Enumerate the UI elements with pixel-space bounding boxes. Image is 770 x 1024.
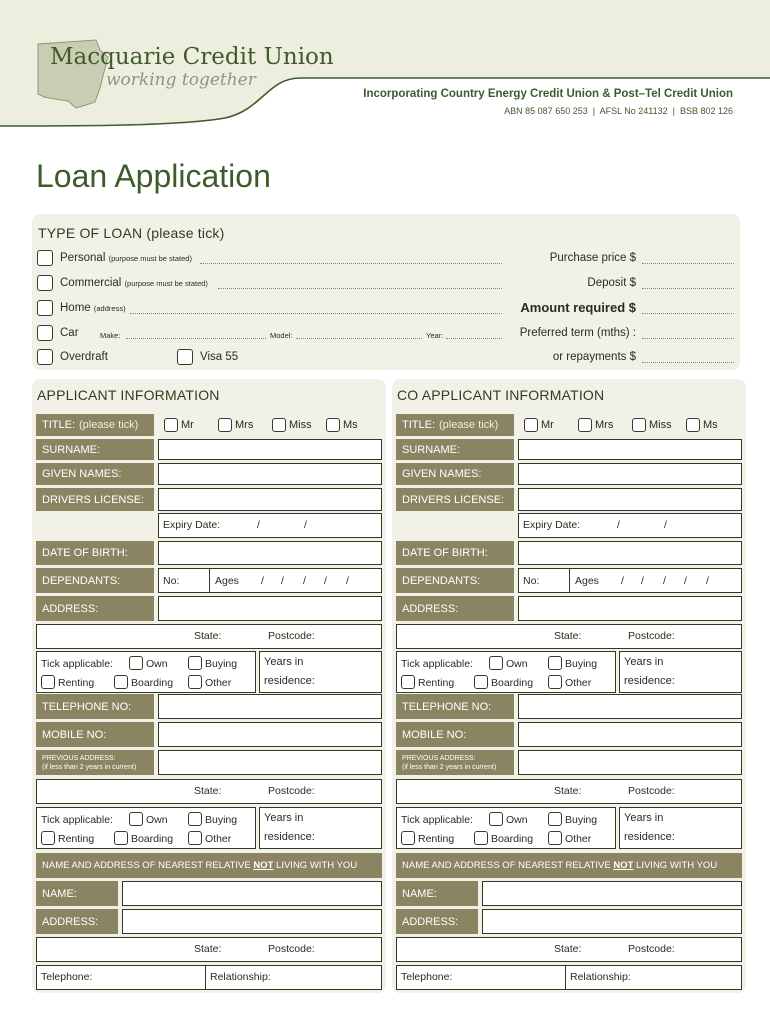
applicant-drivers-license-input[interactable]	[158, 488, 382, 511]
co-applicant-title-ms-label: Ms	[703, 419, 718, 431]
home-address-line[interactable]	[130, 313, 502, 314]
co-applicant-title-miss-checkbox[interactable]	[632, 418, 646, 432]
co-applicant-current-renting-checkbox[interactable]	[401, 675, 415, 689]
co-applicant-previous-renting-checkbox[interactable]	[401, 831, 415, 845]
co-applicant-previous-own-checkbox[interactable]	[489, 812, 503, 826]
applicant-expiry-slash-2: /	[304, 519, 307, 531]
co-applicant-previous-boarding-label: Boarding	[491, 833, 534, 845]
repayments-line[interactable]	[642, 362, 734, 363]
applicant-current-own-label: Own	[146, 658, 168, 670]
co-applicant-previous-other-checkbox[interactable]	[548, 831, 562, 845]
applicant-relative-state-label: State:	[194, 943, 222, 955]
co-applicant-dependants-no-label: No:	[523, 575, 540, 587]
applicant-date-of-birth-input[interactable]	[158, 541, 382, 565]
applicant-dependants-ages-label: Ages	[215, 575, 239, 587]
car-make-label: Make:	[100, 331, 121, 340]
co-applicant-current-buying-label: Buying	[565, 658, 598, 670]
applicant-relative-heading-b: LIVING WITH YOU	[273, 860, 358, 871]
applicant-address-postcode-label: Postcode:	[268, 630, 315, 642]
amount-required-line[interactable]	[642, 313, 734, 314]
co-applicant-date-of-birth-label: DATE OF BIRTH:	[396, 541, 514, 565]
visa-label: Visa 55	[200, 351, 239, 363]
applicant-previous-residence: residence:	[264, 831, 315, 843]
checkbox-overdraft[interactable]	[37, 349, 53, 365]
deposit-label: Deposit $	[587, 277, 636, 289]
applicant-previous-state-label: State:	[194, 785, 222, 797]
co-applicant-relative-address-input[interactable]	[482, 909, 742, 934]
co-applicant-previous-renting-label: Renting	[418, 833, 455, 845]
co-applicant-ages-slash-4: /	[684, 575, 687, 587]
applicant-mobile-input[interactable]	[158, 722, 382, 747]
applicant-current-buying-checkbox[interactable]	[188, 656, 202, 670]
applicant-previous-address-label	[36, 750, 154, 775]
applicant-given-names-label: GIVEN NAMES:	[36, 463, 154, 485]
co-applicant-previous-postcode-label: Postcode:	[628, 785, 675, 797]
co-applicant-current-other-checkbox[interactable]	[548, 675, 562, 689]
applicant-relative-contact-divider	[205, 965, 206, 990]
applicant-current-residence: residence:	[264, 675, 315, 687]
checkbox-home[interactable]	[37, 300, 53, 316]
co-applicant-relative-contact-divider	[565, 965, 566, 990]
personal-purpose-line[interactable]	[200, 263, 502, 264]
applicant-current-boarding-label: Boarding	[131, 677, 174, 689]
applicant-previous-other-checkbox[interactable]	[188, 831, 202, 845]
co-applicant-current-residence: residence:	[624, 675, 675, 687]
co-applicant-previous-buying-checkbox[interactable]	[548, 812, 562, 826]
car-label: Car	[60, 327, 79, 339]
applicant-previous-boarding-checkbox[interactable]	[114, 831, 128, 845]
applicant-title-ms-checkbox[interactable]	[326, 418, 340, 432]
co-applicant-relative-name-label: NAME:	[396, 881, 478, 906]
co-applicant-relative-name-input[interactable]	[482, 881, 742, 906]
car-year-line[interactable]	[446, 338, 502, 339]
applicant-previous-boarding-label: Boarding	[131, 833, 174, 845]
purchase-price-label: Purchase price $	[549, 252, 636, 264]
applicant-expiry-label: Expiry Date:	[163, 519, 221, 531]
applicant-previous-address-input[interactable]	[158, 750, 382, 775]
personal-label: Personal	[60, 252, 106, 264]
co-applicant-surname-label: SURNAME:	[396, 439, 514, 460]
co-applicant-current-tick-label: Tick applicable:	[401, 658, 473, 670]
co-applicant-title-miss-label: Miss	[649, 419, 672, 431]
co-applicant-given-names-label: GIVEN NAMES:	[396, 463, 514, 485]
applicant-ages-slash-3: /	[303, 575, 306, 587]
co-applicant-title-ms-checkbox[interactable]	[686, 418, 700, 432]
checkbox-personal[interactable]	[37, 250, 53, 266]
applicant-relative-telephone-label: Telephone:	[41, 971, 93, 983]
applicant-current-other-label: Other	[205, 677, 232, 689]
co-applicant-current-years-in: Years in	[624, 656, 664, 668]
brand-name: Macquarie Credit Union	[50, 44, 334, 70]
applicant-telephone-label: TELEPHONE NO:	[36, 694, 154, 719]
applicant-relative-name-label: NAME:	[36, 881, 118, 906]
co-applicant-heading: CO APPLICANT INFORMATION	[397, 387, 605, 403]
applicant-current-years-in: Years in	[264, 656, 304, 668]
home-note: (address)	[93, 304, 126, 313]
applicant-surname-label: SURNAME:	[36, 439, 154, 460]
deposit-line[interactable]	[642, 288, 734, 289]
home-label: Home	[60, 302, 91, 314]
applicant-title-miss-checkbox[interactable]	[272, 418, 286, 432]
co-applicant-current-buying-checkbox[interactable]	[548, 656, 562, 670]
applicant-current-renting-label: Renting	[58, 677, 95, 689]
co-applicant-previous-residence: residence:	[624, 831, 675, 843]
applicant-title-label	[36, 414, 154, 436]
applicant-title-ms-label: Ms	[343, 419, 358, 431]
car-model-line[interactable]	[296, 338, 422, 339]
applicant-relative-relationship-label: Relationship:	[210, 971, 271, 983]
applicant-current-other-checkbox[interactable]	[188, 675, 202, 689]
co-applicant-current-renting-label: Renting	[418, 677, 455, 689]
co-applicant-previous-boarding-checkbox[interactable]	[474, 831, 488, 845]
applicant-current-tick-label: Tick applicable:	[41, 658, 113, 670]
co-applicant-relative-postcode-label: Postcode:	[628, 943, 675, 955]
co-applicant-title-mrs-label: Mrs	[595, 419, 614, 431]
car-model-label: Model:	[270, 331, 293, 340]
applicant-relative-postcode-label: Postcode:	[268, 943, 315, 955]
applicant-previous-address-note: (if less than 2 years in current)	[42, 763, 137, 771]
co-applicant-address-label: ADDRESS:	[396, 596, 514, 621]
commercial-purpose-line[interactable]	[218, 288, 502, 289]
page-title: Loan Application	[36, 158, 271, 194]
amount-required-label: Amount required $	[520, 300, 636, 315]
co-applicant-previous-other-label: Other	[565, 833, 592, 845]
applicant-address-label: ADDRESS:	[36, 596, 154, 621]
applicant-address-state-label: State:	[194, 630, 222, 642]
checkbox-commercial[interactable]	[37, 275, 53, 291]
applicant-current-own-checkbox[interactable]	[129, 656, 143, 670]
applicant-dependants-no-label: No:	[163, 575, 180, 587]
applicant-ages-slash-2: /	[281, 575, 284, 587]
preferred-term-label: Preferred term (mths) :	[519, 327, 636, 339]
co-applicant-drivers-license-input[interactable]	[518, 488, 742, 511]
co-applicant-ages-slash-5: /	[706, 575, 709, 587]
co-applicant-date-of-birth-input[interactable]	[518, 541, 742, 565]
co-applicant-previous-address-input[interactable]	[518, 750, 742, 775]
applicant-current-boarding-checkbox[interactable]	[114, 675, 128, 689]
applicant-surname-input[interactable]	[158, 439, 382, 460]
co-applicant-previous-address-note: (if less than 2 years in current)	[402, 763, 497, 771]
applicant-title-mrs-checkbox[interactable]	[218, 418, 232, 432]
applicant-mobile-label: MOBILE NO:	[36, 722, 154, 747]
co-applicant-expiry-slash-1: /	[617, 519, 620, 531]
co-applicant-ages-slash-3: /	[663, 575, 666, 587]
applicant-relative-address-label: ADDRESS:	[36, 909, 118, 934]
applicant-previous-postcode-label: Postcode:	[268, 785, 315, 797]
co-applicant-relative-telephone-label: Telephone:	[401, 971, 453, 983]
car-make-line[interactable]	[126, 338, 266, 339]
co-applicant-title-mrs-checkbox[interactable]	[578, 418, 592, 432]
co-applicant-current-own-label: Own	[506, 658, 528, 670]
co-applicant-telephone-input[interactable]	[518, 694, 742, 719]
co-applicant-address-input[interactable]	[518, 596, 742, 621]
co-applicant-relative-heading-b: LIVING WITH YOU	[633, 860, 718, 871]
co-applicant-relative-heading-not: NOT	[613, 860, 634, 871]
applicant-relative-name-input[interactable]	[122, 881, 382, 906]
applicant-title-mrs-label: Mrs	[235, 419, 254, 431]
applicant-previous-other-label: Other	[205, 833, 232, 845]
co-applicant-previous-own-label: Own	[506, 814, 528, 826]
applicant-title-mr-label: Mr	[181, 419, 194, 431]
co-applicant-previous-address-label	[396, 750, 514, 775]
co-applicant-expiry-slash-2: /	[664, 519, 667, 531]
preferred-term-line[interactable]	[642, 338, 734, 339]
incorporating-text: Incorporating Country Energy Credit Union & Post–Tel Credit Union	[363, 88, 733, 100]
applicant-title-miss-label: Miss	[289, 419, 312, 431]
applicant-address-input[interactable]	[158, 596, 382, 621]
applicant-previous-address-text: PREVIOUS ADDRESS:	[42, 754, 116, 762]
brand-tagline: working together	[106, 70, 256, 90]
co-applicant-ages-slash-1: /	[621, 575, 624, 587]
commercial-label: Commercial	[60, 277, 122, 289]
co-applicant-mobile-label: MOBILE NO:	[396, 722, 514, 747]
applicant-heading: APPLICANT INFORMATION	[37, 387, 220, 403]
car-year-label: Year:	[426, 331, 444, 340]
co-applicant-expiry-label: Expiry Date:	[523, 519, 581, 531]
co-applicant-previous-tick-label: Tick applicable:	[401, 814, 473, 826]
co-applicant-telephone-label: TELEPHONE NO:	[396, 694, 514, 719]
co-applicant-title-text: TITLE:	[402, 419, 436, 431]
applicant-ages-slash-5: /	[346, 575, 349, 587]
applicant-title-please: (please tick)	[79, 419, 139, 431]
co-applicant-previous-years-in: Years in	[624, 812, 664, 824]
co-applicant-previous-state-label: State:	[554, 785, 582, 797]
applicant-previous-tick-label: Tick applicable:	[41, 814, 113, 826]
co-applicant-relative-state-label: State:	[554, 943, 582, 955]
co-applicant-title-mr-label: Mr	[541, 419, 554, 431]
co-applicant-dependants-label: DEPENDANTS:	[396, 568, 514, 593]
co-applicant-address-state-label: State:	[554, 630, 582, 642]
applicant-previous-renting-label: Renting	[58, 833, 95, 845]
commercial-note: (purpose must be stated)	[124, 279, 208, 288]
applicant-ages-slash-4: /	[324, 575, 327, 587]
applicant-previous-buying-checkbox[interactable]	[188, 812, 202, 826]
applicant-relative-heading-a: NAME AND ADDRESS OF NEAREST RELATIVE	[42, 860, 254, 871]
co-applicant-address-postcode-label: Postcode:	[628, 630, 675, 642]
co-applicant-relative-heading-a: NAME AND ADDRESS OF NEAREST RELATIVE	[402, 860, 614, 871]
co-applicant-surname-input[interactable]	[518, 439, 742, 460]
co-applicant-current-boarding-label: Boarding	[491, 677, 534, 689]
co-applicant-drivers-license-label: DRIVERS LICENSE:	[396, 488, 514, 511]
applicant-title-mr-checkbox[interactable]	[164, 418, 178, 432]
applicant-dependants-label: DEPENDANTS:	[36, 568, 154, 593]
co-applicant-given-names-input[interactable]	[518, 463, 742, 485]
checkbox-car[interactable]	[37, 325, 53, 341]
applicant-date-of-birth-label: DATE OF BIRTH:	[36, 541, 154, 565]
applicant-previous-years-in: Years in	[264, 812, 304, 824]
co-applicant-current-boarding-checkbox[interactable]	[474, 675, 488, 689]
co-applicant-previous-address-text: PREVIOUS ADDRESS:	[402, 754, 476, 762]
purchase-price-line[interactable]	[642, 263, 734, 264]
co-applicant-relative-address-label: ADDRESS:	[396, 909, 478, 934]
applicant-current-buying-label: Buying	[205, 658, 238, 670]
co-applicant-current-other-label: Other	[565, 677, 592, 689]
registration-numbers: ABN 85 087 650 253 | AFSL No 241132 | BSB 802 126	[504, 106, 733, 116]
co-applicant-mobile-input[interactable]	[518, 722, 742, 747]
co-applicant-current-own-checkbox[interactable]	[489, 656, 503, 670]
applicant-expiry-slash-1: /	[257, 519, 260, 531]
applicant-relative-address-input[interactable]	[122, 909, 382, 934]
applicant-relative-heading	[36, 853, 382, 878]
applicant-drivers-license-label: DRIVERS LICENSE:	[36, 488, 154, 511]
co-applicant-title-label	[396, 414, 514, 436]
co-applicant-relative-heading	[396, 853, 742, 878]
applicant-current-renting-checkbox[interactable]	[41, 675, 55, 689]
applicant-previous-own-checkbox[interactable]	[129, 812, 143, 826]
applicant-previous-buying-label: Buying	[205, 814, 238, 826]
applicant-previous-renting-checkbox[interactable]	[41, 831, 55, 845]
loan-type-heading: TYPE OF LOAN (please tick)	[38, 225, 225, 241]
overdraft-label: Overdraft	[60, 351, 108, 363]
applicant-telephone-input[interactable]	[158, 694, 382, 719]
repayments-label: or repayments $	[552, 351, 636, 363]
co-applicant-relative-relationship-label: Relationship:	[570, 971, 631, 983]
co-applicant-dependants-ages-label: Ages	[575, 575, 599, 587]
co-applicant-previous-buying-label: Buying	[565, 814, 598, 826]
co-applicant-title-please: (please tick)	[439, 419, 499, 431]
co-applicant-ages-slash-2: /	[641, 575, 644, 587]
applicant-relative-heading-not: NOT	[253, 860, 274, 871]
applicant-title-text: TITLE:	[42, 419, 76, 431]
applicant-previous-own-label: Own	[146, 814, 168, 826]
applicant-ages-slash-1: /	[261, 575, 264, 587]
co-applicant-title-mr-checkbox[interactable]	[524, 418, 538, 432]
checkbox-visa[interactable]	[177, 349, 193, 365]
applicant-given-names-input[interactable]	[158, 463, 382, 485]
personal-note: (purpose must be stated)	[108, 254, 192, 263]
